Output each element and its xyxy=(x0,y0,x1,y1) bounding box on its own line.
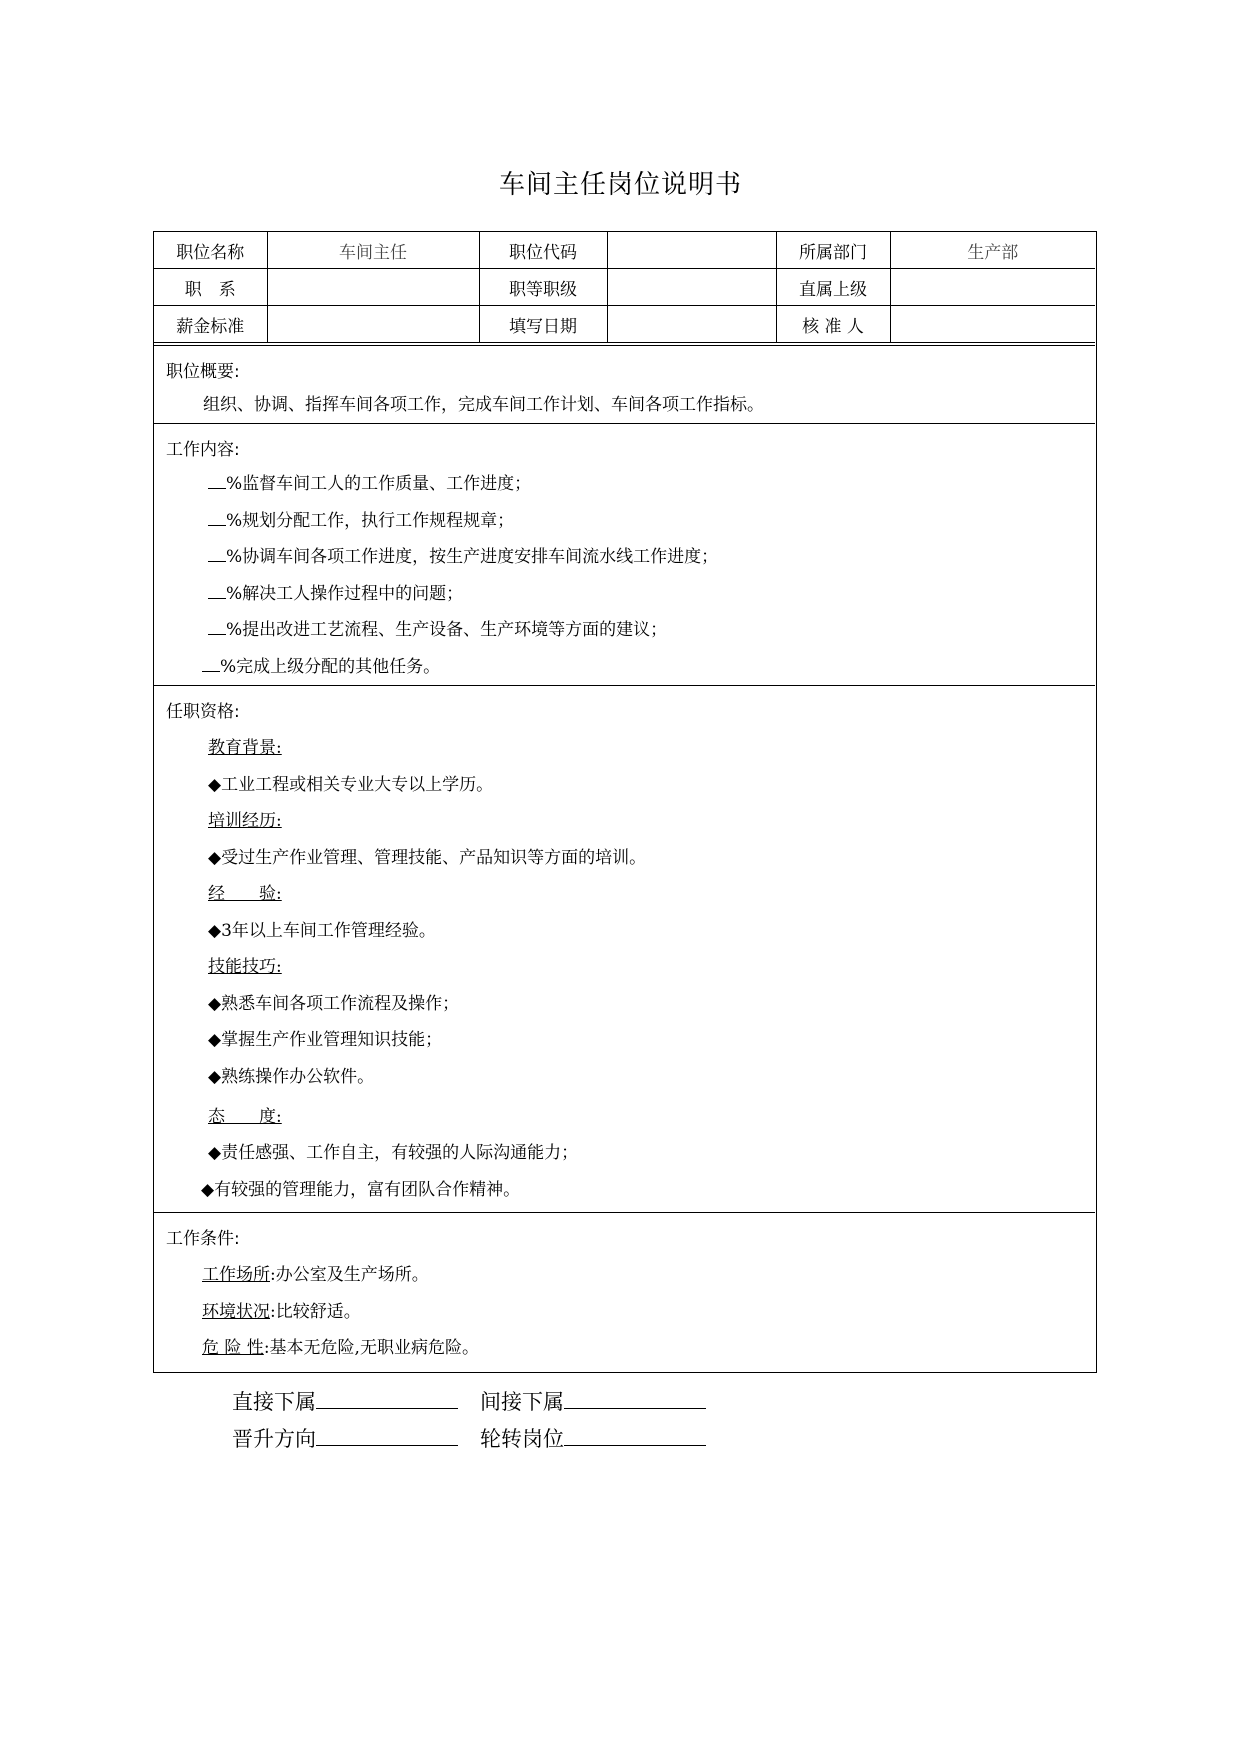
environment-line xyxy=(202,1297,361,1322)
experience-item: ◆3年以上车间工作管理经验。 xyxy=(208,921,436,941)
job-description-form xyxy=(153,231,1097,1373)
environment-label: 环境状况 xyxy=(202,1302,270,1322)
salary-standard-label: 薪金标准 xyxy=(154,306,267,343)
work-place-value: :办公室及生产场所。 xyxy=(270,1265,429,1285)
info-row-3 xyxy=(154,306,1095,343)
qualifications-section xyxy=(154,685,1095,1212)
promotion-field xyxy=(232,1423,458,1453)
summary-section xyxy=(154,345,1095,423)
document-title: 车间主任岗位说明书 xyxy=(498,170,742,200)
indirect-subordinate-field xyxy=(480,1386,706,1416)
direct-superior-label: 直属上级 xyxy=(776,269,890,306)
percent-blank[interactable] xyxy=(208,547,226,562)
duty-item: %完成上级分配的其他任务。 xyxy=(202,652,440,677)
fill-date-label: 填写日期 xyxy=(479,306,607,343)
rotation-field xyxy=(480,1423,706,1453)
risk-value: :基本无危险,无职业病危险。 xyxy=(263,1338,479,1358)
rotation-label: 轮转岗位 xyxy=(480,1427,564,1451)
risk-line xyxy=(202,1333,479,1358)
rotation-blank[interactable] xyxy=(564,1425,706,1446)
duty-item: %解决工人操作过程中的问题； xyxy=(208,579,463,604)
job-grade-label: 职等职级 xyxy=(479,269,607,306)
duty-item: %规划分配工作，执行工作规程规章； xyxy=(208,506,514,531)
duties-heading: 工作内容: xyxy=(166,440,240,460)
risk-label: 危 险 性 xyxy=(202,1338,264,1358)
conditions-heading: 工作条件: xyxy=(166,1229,240,1249)
work-place-line xyxy=(202,1260,429,1285)
experience-label: 经 验: xyxy=(208,884,282,904)
summary-heading: 职位概要: xyxy=(166,362,240,382)
info-row-1 xyxy=(154,232,1095,269)
duties-section xyxy=(154,423,1095,685)
skills-item: ◆熟悉车间各项工作流程及操作； xyxy=(208,994,460,1014)
job-family-value[interactable] xyxy=(267,269,479,306)
percent-blank[interactable] xyxy=(202,657,220,672)
direct-subordinate-field xyxy=(232,1386,458,1416)
approver-label: 核 准 人 xyxy=(776,306,890,343)
position-code-label: 职位代码 xyxy=(479,232,607,269)
education-item: ◆工业工程或相关专业大专以上学历。 xyxy=(208,775,494,795)
job-grade-value[interactable] xyxy=(607,269,776,306)
education-label: 教育背景: xyxy=(208,738,282,758)
percent-blank[interactable] xyxy=(208,620,226,635)
skills-item: ◆掌握生产作业管理知识技能； xyxy=(208,1030,443,1050)
job-family-label: 职 系 xyxy=(154,269,267,306)
attitude-label: 态 度: xyxy=(208,1107,282,1127)
work-place-label: 工作场所 xyxy=(202,1265,270,1285)
training-item: ◆受过生产作业管理、管理技能、产品知识等方面的培训。 xyxy=(208,848,647,868)
position-name-value[interactable]: 车间主任 xyxy=(267,232,479,269)
direct-subordinate-label: 直接下属 xyxy=(232,1390,316,1414)
indirect-subordinate-label: 间接下属 xyxy=(480,1390,564,1414)
duty-item: %协调车间各项工作进度，按生产进度安排车间流水线工作进度； xyxy=(208,542,718,567)
attitude-item: ◆有较强的管理能力，富有团队合作精神。 xyxy=(201,1180,521,1200)
department-label: 所属部门 xyxy=(776,232,890,269)
percent-blank[interactable] xyxy=(208,511,226,526)
training-label: 培训经历: xyxy=(208,811,282,831)
position-name-label: 职位名称 xyxy=(154,232,267,269)
position-code-value[interactable] xyxy=(607,232,776,269)
basic-info-table xyxy=(154,232,1095,343)
skills-item: ◆熟练操作办公软件。 xyxy=(208,1067,375,1087)
promotion-label: 晋升方向 xyxy=(232,1427,316,1451)
indirect-subordinate-blank[interactable] xyxy=(564,1388,706,1409)
qualifications-heading: 任职资格: xyxy=(166,702,240,722)
promotion-blank[interactable] xyxy=(316,1425,458,1446)
approver-value[interactable] xyxy=(890,306,1095,343)
summary-text: 组织、协调、指挥车间各项工作，完成车间工作计划、车间各项工作指标。 xyxy=(203,395,764,415)
percent-blank[interactable] xyxy=(208,474,226,489)
duty-item: %提出改进工艺流程、生产设备、生产环境等方面的建议； xyxy=(208,615,667,640)
skills-label: 技能技巧: xyxy=(208,957,282,977)
salary-standard-value[interactable] xyxy=(267,306,479,343)
conditions-section xyxy=(154,1212,1095,1371)
percent-blank[interactable] xyxy=(208,584,226,599)
duty-item: %监督车间工人的工作质量、工作进度； xyxy=(208,469,531,494)
environment-value: :比较舒适。 xyxy=(270,1302,361,1322)
direct-superior-value[interactable] xyxy=(890,269,1095,306)
direct-subordinate-blank[interactable] xyxy=(316,1388,458,1409)
fill-date-value[interactable] xyxy=(607,306,776,343)
department-value[interactable]: 生产部 xyxy=(890,232,1095,269)
attitude-item: ◆责任感强、工作自主，有较强的人际沟通能力； xyxy=(208,1143,579,1163)
info-row-2 xyxy=(154,269,1095,306)
